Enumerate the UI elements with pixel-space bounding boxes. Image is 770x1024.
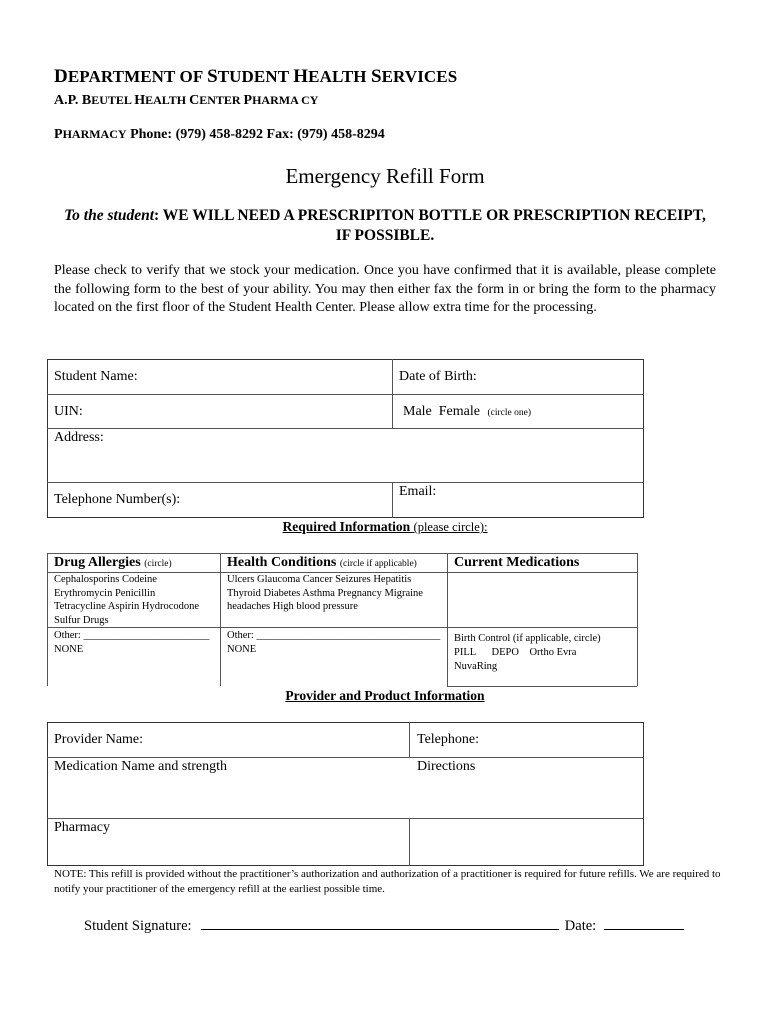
column-divider xyxy=(392,359,393,428)
drug-allergies-note: (circle) xyxy=(144,559,172,569)
health-conditions-title: Health Conditions xyxy=(227,555,337,570)
student-signature-field[interactable] xyxy=(201,915,559,930)
provider-telephone-field[interactable]: Telephone: xyxy=(417,732,479,747)
health-conditions-note: (circle if applicable) xyxy=(339,559,417,569)
heading-rest: EUTEL xyxy=(91,93,135,107)
drug-allergies-other[interactable]: Other: ________________________ NONE xyxy=(54,630,210,655)
pharmacy-field[interactable]: Pharmacy xyxy=(54,820,110,835)
heading-rest: EALTH xyxy=(145,93,190,107)
health-center-heading xyxy=(54,93,318,109)
row-divider xyxy=(47,482,644,483)
required-info-heading xyxy=(0,519,770,535)
drug-allergies-list[interactable]: Cephalosporins Codeine Erythromycin Penicillin Tetracycline Aspirin Hydrocodone Sulfur Drugs xyxy=(54,574,200,626)
heading-rest: ENTER xyxy=(199,93,244,107)
column-divider xyxy=(220,553,221,686)
student-notice xyxy=(60,206,710,246)
health-conditions-header xyxy=(227,555,417,571)
form-title: Emergency Refill Form xyxy=(285,164,485,188)
provider-info-heading: Provider and Product Information xyxy=(285,688,485,703)
heading-cap: C xyxy=(189,93,200,108)
column-divider xyxy=(637,553,638,686)
directions-field[interactable]: Directions xyxy=(417,759,476,774)
intro-paragraph: Please check to verify that we stock your medication. Once you have confirmed that it is available, please complete the following form to the best of your ability. You may then either fax the form in or bring the form to the pharmacy located on the first floor of the Student Health Center. Please allow extra time for the processing. xyxy=(54,263,716,315)
heading-rest: ERVICES xyxy=(381,67,458,86)
row-divider xyxy=(47,394,644,395)
heading-cap: H xyxy=(134,93,146,108)
pharmacy-cap: P xyxy=(54,127,63,142)
gender-field[interactable] xyxy=(403,404,531,420)
medication-field[interactable]: Medication Name and strength xyxy=(54,759,228,774)
column-divider xyxy=(409,722,410,757)
birth-control-extra[interactable]: NuvaRing xyxy=(454,661,498,672)
date-field[interactable] xyxy=(604,915,684,930)
heading-cap: H xyxy=(293,66,309,87)
birth-control-label: Birth Control (if applicable, circle) xyxy=(454,633,601,644)
required-info-title: Required Information xyxy=(282,519,411,534)
student-notice-lead: To the student xyxy=(64,207,155,224)
heading-cap: S xyxy=(370,66,382,87)
heading-cap: A.P. B xyxy=(54,93,92,108)
provider-name-field[interactable]: Provider Name: xyxy=(54,732,144,747)
uin-field[interactable]: UIN: xyxy=(54,404,83,419)
heading-rest: TUDENT xyxy=(217,67,294,86)
heading-cap: S xyxy=(207,66,218,87)
table-row-divider xyxy=(47,627,637,628)
signature-line xyxy=(84,915,684,935)
pharmacy-label: HARMACY xyxy=(62,127,127,141)
heading-cap: P xyxy=(243,93,253,108)
date-label: Date: xyxy=(564,918,597,934)
column-divider xyxy=(409,818,410,866)
birth-control-options[interactable]: PILL DEPO Ortho Evra xyxy=(454,647,577,658)
health-conditions-other[interactable]: Other: ___________________________________ NONE xyxy=(227,630,441,655)
refill-note: NOTE: This refill is provided without the practitioner’s authorization and authorization of a practitioner is required for future refills. We are required to notify your practitioner of the emergency refill at the earliest possible time. xyxy=(54,868,721,895)
drug-allergies-title: Drug Allergies xyxy=(54,555,141,570)
heading-rest: HARMA CY xyxy=(252,93,319,107)
telephone-field[interactable]: Telephone Number(s): xyxy=(54,492,181,507)
date-of-birth-field[interactable]: Date of Birth: xyxy=(399,369,477,384)
heading-rest: EPARTMENT OF xyxy=(67,67,208,86)
gender-note: (circle one) xyxy=(487,408,531,418)
row-divider xyxy=(47,818,644,819)
table-top-border xyxy=(47,553,637,554)
student-notice-text: : WE WILL NEED A PRESCRIPITON BOTTLE OR PRESCRIPTION RECEIPT, IF POSSIBLE. xyxy=(154,207,706,244)
row-divider xyxy=(47,428,644,429)
table-bottom-border xyxy=(447,686,637,687)
student-signature-label: Student Signature: xyxy=(84,918,192,934)
drug-allergies-header xyxy=(54,555,172,571)
address-field[interactable]: Address: xyxy=(54,430,104,445)
column-divider xyxy=(447,553,448,686)
department-heading xyxy=(54,66,457,88)
gender-options: Male Female xyxy=(403,404,480,419)
health-conditions-list[interactable]: Ulcers Glaucoma Cancer Seizures Hepatitis Thyroid Diabetes Asthma Pregnancy Migraine headaches High blood pressure xyxy=(227,574,423,612)
current-medications-header: Current Medications xyxy=(454,555,580,570)
email-field[interactable]: Email: xyxy=(399,484,437,499)
row-divider xyxy=(47,757,644,758)
pharmacy-contact-line xyxy=(54,127,385,143)
heading-rest: EALTH xyxy=(308,67,371,86)
heading-cap: D xyxy=(54,66,68,87)
student-name-field[interactable]: Student Name: xyxy=(54,369,138,384)
pharmacy-phone-fax: Phone: (979) 458-8292 Fax: (979) 458-8294 xyxy=(130,127,385,142)
column-divider xyxy=(47,553,48,686)
column-divider xyxy=(392,482,393,518)
required-info-note: (please circle): xyxy=(413,520,488,534)
